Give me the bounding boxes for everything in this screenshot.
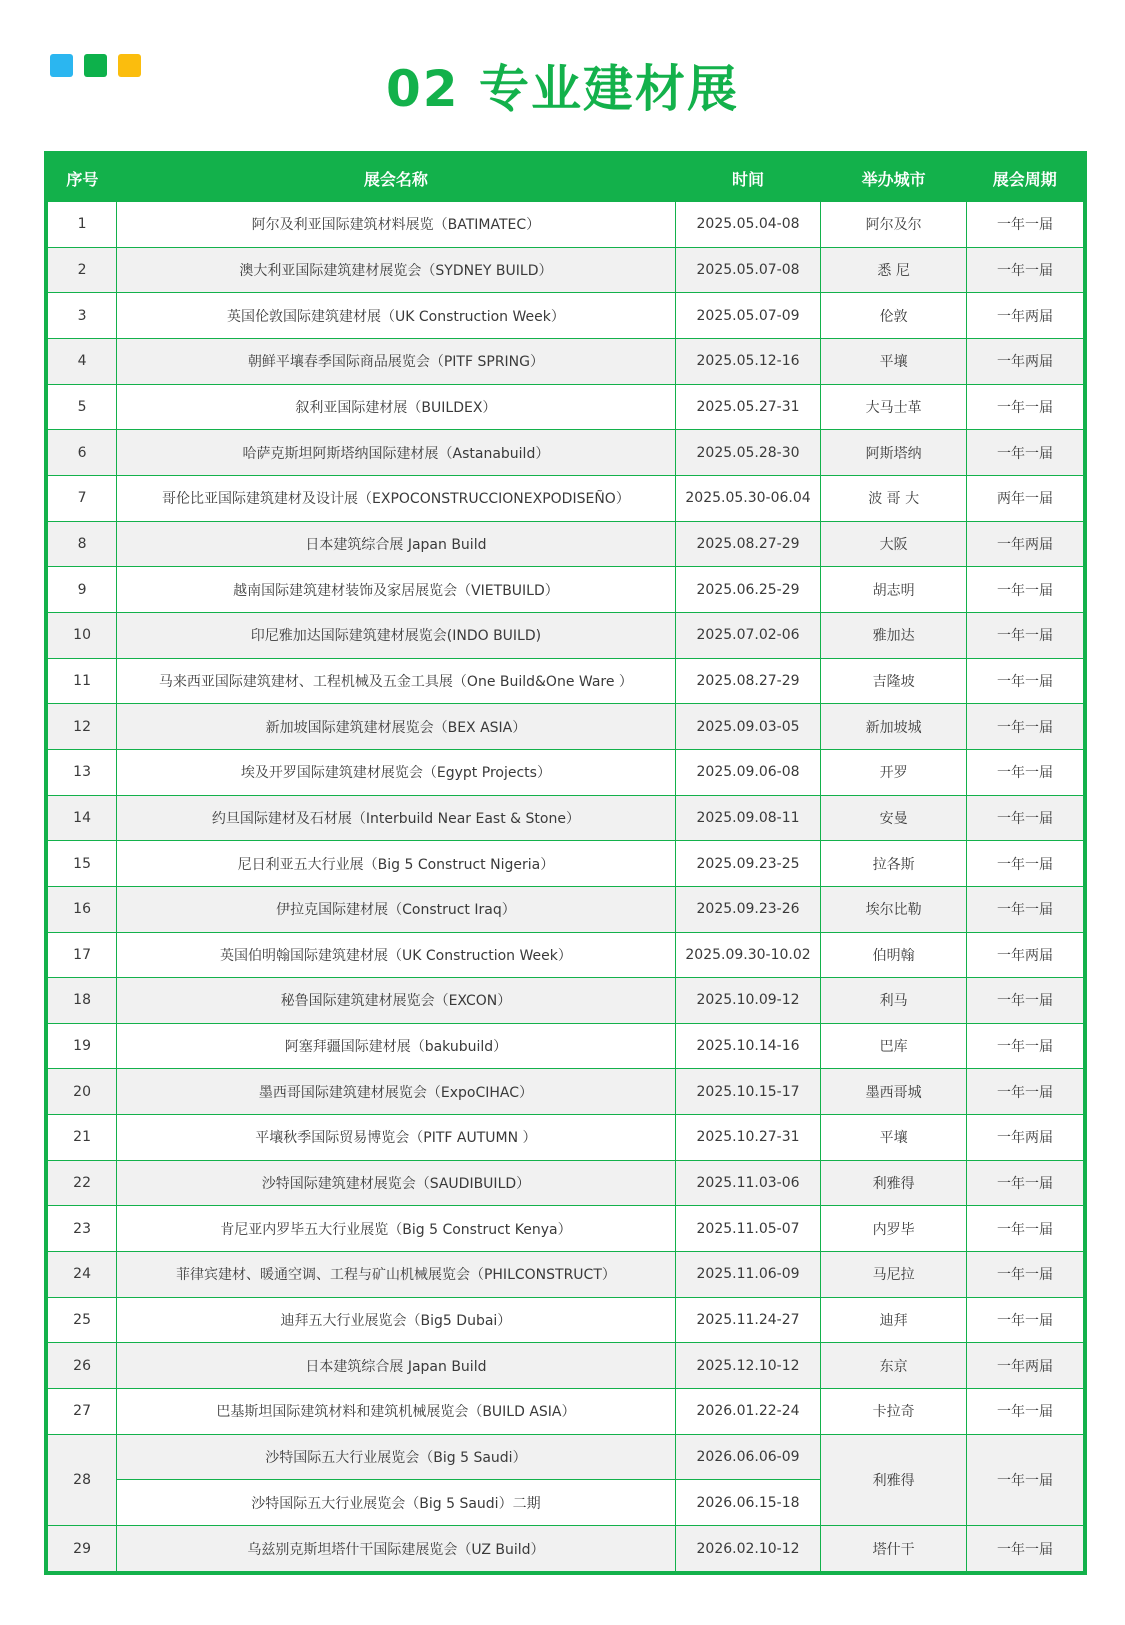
table-row [48,749,1083,795]
table-row [48,795,1083,841]
row-cycle: 一年两届 [966,293,1083,339]
row-cycle: 一年一届 [966,430,1083,476]
row-name: 尼日利亚五大行业展（Big 5 Construct Nigeria） [117,841,676,887]
row-time: 2025.07.02-06 [675,612,821,658]
row-city: 拉各斯 [821,841,967,887]
row-time: 2025.11.05-07 [675,1206,821,1252]
row-city: 大马士革 [821,384,967,430]
row-city: 悉 尼 [821,247,967,293]
row-city: 雅加达 [821,612,967,658]
row-name: 肯尼亚内罗毕五大行业展览（Big 5 Construct Kenya） [117,1206,676,1252]
row-no: 27 [48,1389,117,1435]
table-row [48,338,1083,384]
row-name: 墨西哥国际建筑建材展览会（ExpoCIHAC） [117,1069,676,1115]
table-row [48,1069,1083,1115]
table-row [48,202,1083,248]
row-name: 巴基斯坦国际建筑材料和建筑机械展览会（BUILD ASIA） [117,1389,676,1435]
row-name: 马来西亚国际建筑建材、工程机械及五金工具展（One Build&One Ware ） [117,658,676,704]
row-time: 2025.05.04-08 [675,202,821,248]
row-cycle: 一年一届 [966,795,1083,841]
row-name: 乌兹别克斯坦塔什干国际建展览会（UZ Build） [117,1526,676,1571]
row-cycle: 一年一届 [966,1069,1083,1115]
header-city: 举办城市 [821,155,967,202]
row-time: 2025.09.23-26 [675,886,821,932]
row-time: 2025.05.07-08 [675,247,821,293]
row-city: 内罗毕 [821,1206,967,1252]
row-no: 6 [48,430,117,476]
row-name: 越南国际建筑建材装饰及家居展览会（VIETBUILD） [117,567,676,613]
table-row [48,1252,1083,1298]
table-row [48,658,1083,704]
row-city: 马尼拉 [821,1252,967,1298]
row-city: 塔什干 [821,1526,967,1571]
row-no: 17 [48,932,117,978]
row-city: 利雅得 [821,1160,967,1206]
header-cycle: 展会周期 [966,155,1083,202]
row-no: 19 [48,1023,117,1069]
table-row [48,1023,1083,1069]
row-time: 2026.06.06-09 [675,1434,821,1480]
row-time: 2025.10.14-16 [675,1023,821,1069]
row-cycle: 一年一届 [966,1160,1083,1206]
row-cycle: 一年一届 [966,1252,1083,1298]
row-time: 2025.09.08-11 [675,795,821,841]
row-name: 日本建筑综合展 Japan Build [117,1343,676,1389]
row-no: 13 [48,749,117,795]
row-time: 2025.09.03-05 [675,704,821,750]
row-time: 2025.11.06-09 [675,1252,821,1298]
row-cycle: 两年一届 [966,475,1083,521]
row-name: 沙特国际五大行业展览会（Big 5 Saudi）二期 [117,1480,676,1526]
row-name: 阿塞拜疆国际建材展（bakubuild） [117,1023,676,1069]
row-no: 25 [48,1297,117,1343]
row-no: 10 [48,612,117,658]
row-city: 大阪 [821,521,967,567]
table-row [48,475,1083,521]
table-row [48,1434,1083,1480]
row-time: 2025.05.07-09 [675,293,821,339]
row-cycle: 一年一届 [966,567,1083,613]
exhibition-table [44,151,1087,1575]
table-row [48,978,1083,1024]
table-row [48,886,1083,932]
row-cycle: 一年两届 [966,521,1083,567]
row-no: 29 [48,1526,117,1571]
table-row [48,932,1083,978]
row-cycle: 一年一届 [966,749,1083,795]
row-city: 平壤 [821,1115,967,1161]
table-row [48,293,1083,339]
row-city: 东京 [821,1343,967,1389]
row-name: 沙特国际五大行业展览会（Big 5 Saudi） [117,1434,676,1480]
row-time: 2025.05.27-31 [675,384,821,430]
row-city: 利马 [821,978,967,1024]
row-cycle: 一年两届 [966,338,1083,384]
row-cycle: 一年两届 [966,932,1083,978]
row-time: 2026.01.22-24 [675,1389,821,1435]
row-name: 沙特国际建筑建材展览会（SAUDIBUILD） [117,1160,676,1206]
row-no: 26 [48,1343,117,1389]
row-no: 28 [48,1434,117,1525]
row-time: 2025.10.09-12 [675,978,821,1024]
row-no: 3 [48,293,117,339]
header-time: 时间 [675,155,821,202]
row-time: 2025.11.24-27 [675,1297,821,1343]
table-row [48,612,1083,658]
row-time: 2025.10.15-17 [675,1069,821,1115]
table-row [48,841,1083,887]
row-name: 新加坡国际建筑建材展览会（BEX ASIA） [117,704,676,750]
page-title: 02 专业建材展 [386,60,739,118]
table-row [48,1297,1083,1343]
row-time: 2025.05.28-30 [675,430,821,476]
row-no: 23 [48,1206,117,1252]
row-city: 伦敦 [821,293,967,339]
row-time: 2025.09.06-08 [675,749,821,795]
row-cycle: 一年一届 [966,1389,1083,1435]
row-no: 8 [48,521,117,567]
row-cycle: 一年两届 [966,1343,1083,1389]
row-no: 2 [48,247,117,293]
row-time: 2025.08.27-29 [675,658,821,704]
row-time: 2025.05.30-06.04 [675,475,821,521]
row-cycle: 一年一届 [966,612,1083,658]
row-time: 2025.11.03-06 [675,1160,821,1206]
row-name: 日本建筑综合展 Japan Build [117,521,676,567]
row-time: 2025.12.10-12 [675,1343,821,1389]
row-name: 印尼雅加达国际建筑建材展览会(INDO BUILD) [117,612,676,658]
row-name: 澳大利亚国际建筑建材展览会（SYDNEY BUILD） [117,247,676,293]
row-cycle: 一年一届 [966,384,1083,430]
table-row [48,1206,1083,1252]
row-cycle: 一年一届 [966,1526,1083,1571]
row-no: 12 [48,704,117,750]
row-city: 胡志明 [821,567,967,613]
table-row [48,1343,1083,1389]
row-cycle: 一年一届 [966,978,1083,1024]
row-name: 迪拜五大行业展览会（Big5 Dubai） [117,1297,676,1343]
row-city: 阿尔及尔 [821,202,967,248]
row-cycle: 一年一届 [966,1297,1083,1343]
row-name: 哈萨克斯坦阿斯塔纳国际建材展（Astanabuild） [117,430,676,476]
table-row [48,704,1083,750]
row-city: 吉隆坡 [821,658,967,704]
header-name: 展会名称 [117,155,676,202]
row-cycle: 一年一届 [966,202,1083,248]
row-cycle: 一年一届 [966,1023,1083,1069]
row-time: 2025.08.27-29 [675,521,821,567]
header-no: 序号 [48,155,117,202]
row-no: 14 [48,795,117,841]
row-city: 埃尔比勒 [821,886,967,932]
row-city: 卡拉奇 [821,1389,967,1435]
row-name: 朝鲜平壤春季国际商品展览会（PITF SPRING） [117,338,676,384]
row-time: 2025.10.27-31 [675,1115,821,1161]
row-city: 平壤 [821,338,967,384]
row-no: 5 [48,384,117,430]
row-no: 4 [48,338,117,384]
row-name: 菲律宾建材、暖通空调、工程与矿山机械展览会（PHILCONSTRUCT） [117,1252,676,1298]
table-row [48,567,1083,613]
row-cycle: 一年一届 [966,886,1083,932]
row-city: 新加坡城 [821,704,967,750]
row-time: 2025.09.23-25 [675,841,821,887]
row-no: 24 [48,1252,117,1298]
row-no: 9 [48,567,117,613]
row-city: 巴库 [821,1023,967,1069]
table-row [48,1389,1083,1435]
table-row [48,247,1083,293]
row-cycle: 一年一届 [966,658,1083,704]
row-name: 哥伦比亚国际建筑建材及设计展（EXPOCONSTRUCCIONEXPODISEÑO） [117,475,676,521]
row-no: 22 [48,1160,117,1206]
table-row [48,430,1083,476]
row-city: 安曼 [821,795,967,841]
row-cycle: 一年两届 [966,1115,1083,1161]
row-city: 迪拜 [821,1297,967,1343]
table-row [48,521,1083,567]
row-no: 1 [48,202,117,248]
row-cycle: 一年一届 [966,704,1083,750]
row-cycle: 一年一届 [966,1206,1083,1252]
row-no: 16 [48,886,117,932]
row-cycle: 一年一届 [966,247,1083,293]
table-row [48,384,1083,430]
row-no: 7 [48,475,117,521]
row-city: 波 哥 大 [821,475,967,521]
row-time: 2025.09.30-10.02 [675,932,821,978]
row-name: 埃及开罗国际建筑建材展览会（Egypt Projects） [117,749,676,795]
row-no: 20 [48,1069,117,1115]
row-city: 伯明翰 [821,932,967,978]
row-name: 伊拉克国际建材展（Construct Iraq） [117,886,676,932]
row-cycle: 一年一届 [966,1434,1083,1525]
row-no: 15 [48,841,117,887]
row-name: 阿尔及利亚国际建筑材料展览（BATIMATEC） [117,202,676,248]
row-city: 利雅得 [821,1434,967,1525]
table-row [48,1160,1083,1206]
row-name: 秘鲁国际建筑建材展览会（EXCON） [117,978,676,1024]
row-name: 英国伯明翰国际建筑建材展（UK Construction Week） [117,932,676,978]
row-time: 2025.05.12-16 [675,338,821,384]
row-name: 英国伦敦国际建筑建材展（UK Construction Week） [117,293,676,339]
row-time: 2026.02.10-12 [675,1526,821,1571]
row-time: 2026.06.15-18 [675,1480,821,1526]
table-header-row [48,155,1083,202]
row-city: 开罗 [821,749,967,795]
row-name: 平壤秋季国际贸易博览会（PITF AUTUMN ） [117,1115,676,1161]
row-city: 阿斯塔纳 [821,430,967,476]
row-city: 墨西哥城 [821,1069,967,1115]
row-time: 2025.06.25-29 [675,567,821,613]
row-name: 叙利亚国际建材展（BUILDEX） [117,384,676,430]
row-no: 18 [48,978,117,1024]
table-row [48,1115,1083,1161]
row-no: 21 [48,1115,117,1161]
row-cycle: 一年一届 [966,841,1083,887]
table-row [48,1526,1083,1571]
row-no: 11 [48,658,117,704]
row-name: 约旦国际建材及石材展（Interbuild Near East & Stone） [117,795,676,841]
